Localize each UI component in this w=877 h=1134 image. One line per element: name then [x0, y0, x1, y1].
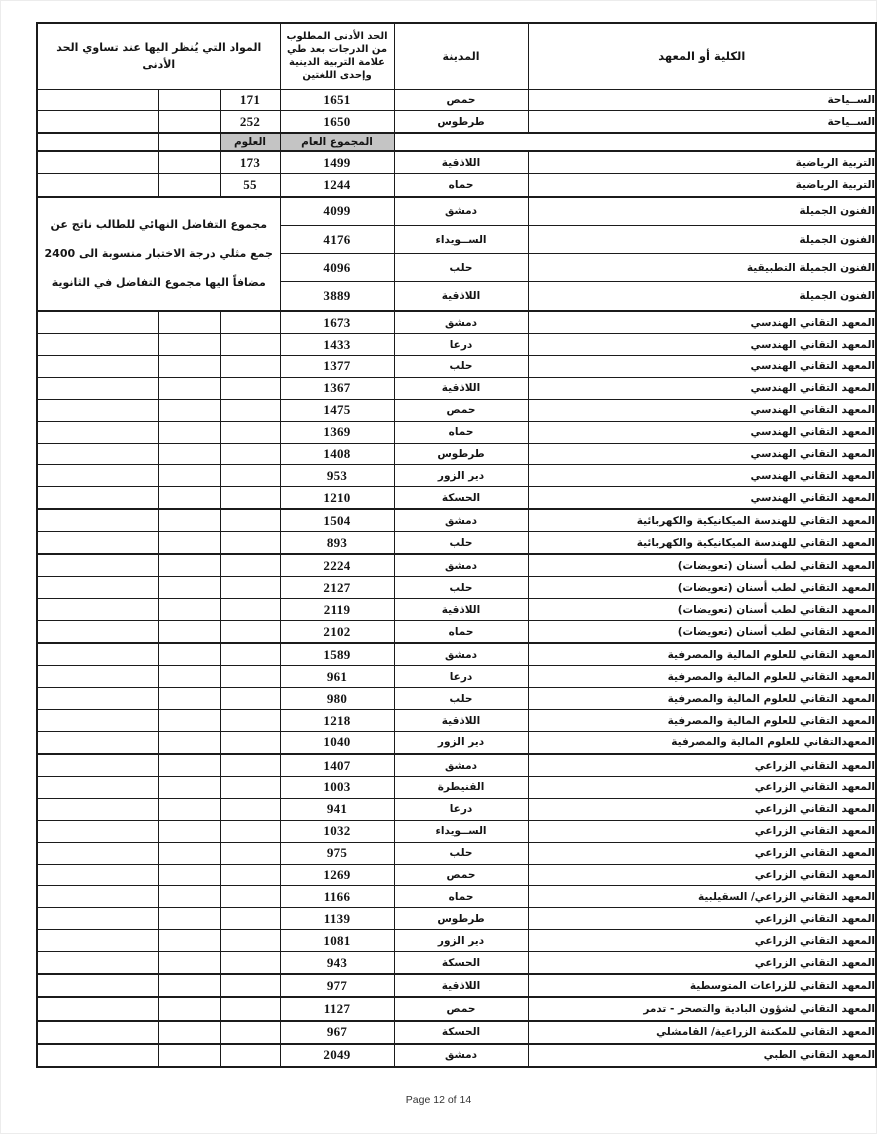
min-score-cell: 4099 [280, 197, 394, 226]
college-cell: المعهد التقاني الهندسي [528, 399, 876, 421]
tie-score-cell [220, 842, 280, 864]
min-score-cell: 4096 [280, 254, 394, 282]
tie-empty-cell-a [37, 509, 158, 532]
city-cell: حلب [394, 577, 528, 599]
city-cell: حلب [394, 842, 528, 864]
min-score-cell: 1166 [280, 886, 394, 908]
summary-empty-cell [394, 133, 876, 151]
tie-score-cell [220, 599, 280, 621]
college-cell: المعهد التقاني لطب أسنان (تعويضات) [528, 599, 876, 621]
min-score-cell: 2119 [280, 599, 394, 621]
tie-empty-cell-b [158, 621, 220, 644]
table-row [37, 643, 876, 666]
tie-empty-cell-b [158, 952, 220, 975]
college-cell: المعهد التقاني لطب أسنان (تعويضات) [528, 554, 876, 577]
tie-empty-cell-a [37, 997, 158, 1020]
city-cell: حماه [394, 886, 528, 908]
summary-science-cell: العلوم [220, 133, 280, 151]
tie-empty-cell-a [37, 377, 158, 399]
min-score-cell: 980 [280, 688, 394, 710]
city-cell: دير الزور [394, 930, 528, 952]
tie-score-cell [220, 1044, 280, 1067]
tie-empty-cell-a [37, 820, 158, 842]
tie-score-cell [220, 886, 280, 908]
table-row [37, 399, 876, 421]
table-row [37, 754, 876, 777]
min-score-cell: 953 [280, 465, 394, 487]
min-score-cell: 2102 [280, 621, 394, 644]
tie-empty-cell-b [158, 974, 220, 997]
tie-score-cell [220, 997, 280, 1020]
city-cell: حمص [394, 399, 528, 421]
table-row [37, 174, 876, 197]
min-score-cell: 961 [280, 666, 394, 688]
tie-empty-cell-b [158, 1044, 220, 1067]
city-cell: اللاذقية [394, 974, 528, 997]
tie-empty-cell-a [37, 930, 158, 952]
college-cell: المعهد التقاني الهندسي [528, 355, 876, 377]
city-cell: حلب [394, 532, 528, 555]
table-row [37, 908, 876, 930]
tie-score-cell [220, 509, 280, 532]
college-cell: المعهد التقاني الهندسي [528, 443, 876, 465]
table-row [37, 599, 876, 621]
college-cell: المعهدالتقاني للعلوم المالية والمصرفية [528, 731, 876, 754]
city-cell: حماه [394, 174, 528, 197]
tie-empty-cell-b [158, 399, 220, 421]
summary-row [37, 133, 876, 151]
tie-empty-cell-a [37, 133, 158, 151]
tie-score-cell [220, 465, 280, 487]
tie-score-cell [220, 1021, 280, 1044]
tie-empty-cell-a [37, 710, 158, 732]
college-cell: المعهد التقاني الزراعي [528, 798, 876, 820]
tie-empty-cell-a [37, 89, 158, 111]
tie-empty-cell-b [158, 151, 220, 174]
city-cell: دير الزور [394, 731, 528, 754]
city-cell: دمشق [394, 643, 528, 666]
city-cell: طرطوس [394, 111, 528, 134]
table-row [37, 509, 876, 532]
tie-score-cell [220, 311, 280, 334]
tie-empty-cell-a [37, 487, 158, 510]
college-cell: المعهد التقاني للعلوم المالية والمصرفية [528, 688, 876, 710]
tie-empty-cell-a [37, 666, 158, 688]
college-cell: المعهد التقاني الطبي [528, 1044, 876, 1067]
city-cell: الحسكة [394, 487, 528, 510]
tie-empty-cell-b [158, 89, 220, 111]
city-cell: الحسكة [394, 952, 528, 975]
tie-score-cell [220, 666, 280, 688]
table-body [37, 89, 876, 1067]
table-row [37, 798, 876, 820]
tie-empty-cell-b [158, 133, 220, 151]
tie-score-cell: 252 [220, 111, 280, 134]
header-row [37, 23, 876, 89]
tie-empty-cell-b [158, 577, 220, 599]
college-cell: المعهد التقاني الزراعي [528, 820, 876, 842]
tie-empty-cell-a [37, 643, 158, 666]
city-cell: اللاذقية [394, 282, 528, 311]
min-score-cell: 3889 [280, 282, 394, 311]
min-score-cell: 943 [280, 952, 394, 975]
min-score-cell: 1650 [280, 111, 394, 134]
min-score-cell: 975 [280, 842, 394, 864]
tie-empty-cell-b [158, 1021, 220, 1044]
min-score-cell: 2049 [280, 1044, 394, 1067]
tie-empty-cell-a [37, 754, 158, 777]
table-row [37, 997, 876, 1020]
tie-empty-cell-a [37, 554, 158, 577]
tie-empty-cell-b [158, 997, 220, 1020]
min-score-cell: 1475 [280, 399, 394, 421]
tie-score-cell [220, 577, 280, 599]
city-cell: اللاذقية [394, 151, 528, 174]
city-cell: حماه [394, 621, 528, 644]
tie-score-cell [220, 798, 280, 820]
min-score-cell: 4176 [280, 226, 394, 254]
tie-empty-cell-b [158, 443, 220, 465]
college-cell: المعهد التقاني للعلوم المالية والمصرفية [528, 710, 876, 732]
table-row [37, 465, 876, 487]
tie-score-cell [220, 355, 280, 377]
tie-empty-cell-b [158, 731, 220, 754]
tie-empty-cell-a [37, 334, 158, 356]
tie-empty-cell-a [37, 577, 158, 599]
college-cell: المعهد التقاني الهندسي [528, 421, 876, 443]
min-score-cell: 1504 [280, 509, 394, 532]
college-cell: المعهد التقاني الهندسي [528, 377, 876, 399]
college-cell: المعهد التقاني الزراعي [528, 908, 876, 930]
college-cell: المعهد التقاني لشؤون البادية والتصحر - تدمر [528, 997, 876, 1020]
min-score-cell: 1408 [280, 443, 394, 465]
tie-score-cell [220, 643, 280, 666]
table-row [37, 974, 876, 997]
min-score-cell: 2224 [280, 554, 394, 577]
college-cell: الفنون الجميلة [528, 226, 876, 254]
tie-score-cell: 55 [220, 174, 280, 197]
college-cell: المعهد التقاني الزراعي [528, 952, 876, 975]
city-cell: حلب [394, 688, 528, 710]
min-score-cell: 1269 [280, 864, 394, 886]
college-cell: الفنون الجميلة [528, 197, 876, 226]
college-cell: المعهد التقاني للعلوم المالية والمصرفية [528, 666, 876, 688]
tie-empty-cell-a [37, 421, 158, 443]
city-cell: دمشق [394, 1044, 528, 1067]
tie-empty-cell-b [158, 688, 220, 710]
tie-empty-cell-a [37, 151, 158, 174]
college-cell: المعهد التقاني الزراعي/ السقيلبية [528, 886, 876, 908]
tie-score-cell [220, 710, 280, 732]
tie-empty-cell-b [158, 465, 220, 487]
college-cell: التربية الرياضية [528, 174, 876, 197]
college-column-header: الكلية أو المعهد [528, 23, 876, 89]
min-score-cell: 1433 [280, 334, 394, 356]
college-cell: المعهد التقاني الزراعي [528, 777, 876, 799]
college-cell: المعهد التقاني الهندسي [528, 311, 876, 334]
college-cell: المعهد التقاني لطب أسنان (تعويضات) [528, 577, 876, 599]
min-score-cell: 1377 [280, 355, 394, 377]
tie-score-cell: 173 [220, 151, 280, 174]
min-score-cell: 1003 [280, 777, 394, 799]
table-row [37, 952, 876, 975]
college-cell: المعهد التقاني للهندسة الميكانيكية والكهربائية [528, 532, 876, 555]
tie-empty-cell-a [37, 842, 158, 864]
table-row [37, 621, 876, 644]
table-row [37, 151, 876, 174]
table-row [37, 688, 876, 710]
tie-score-cell [220, 421, 280, 443]
tie-empty-cell-b [158, 777, 220, 799]
tie-score-cell [220, 974, 280, 997]
tie-empty-cell-b [158, 599, 220, 621]
table-row [37, 820, 876, 842]
tie-score-cell [220, 908, 280, 930]
table-row [37, 1044, 876, 1067]
city-cell: القنيطرة [394, 777, 528, 799]
tie-empty-cell-a [37, 688, 158, 710]
tie-score-cell [220, 731, 280, 754]
tie-empty-cell-b [158, 311, 220, 334]
city-cell: طرطوس [394, 908, 528, 930]
min-score-cell: 1651 [280, 89, 394, 111]
tie-score-cell [220, 621, 280, 644]
tie-empty-cell-b [158, 666, 220, 688]
tie-score-cell [220, 754, 280, 777]
table-row [37, 334, 876, 356]
min-score-cell: 1139 [280, 908, 394, 930]
college-cell: الفنون الجميلة التطبيقية [528, 254, 876, 282]
tie-score-cell [220, 532, 280, 555]
city-cell: درعا [394, 798, 528, 820]
college-cell: المعهد التقاني للمكننة الزراعية/ القامشلي [528, 1021, 876, 1044]
table-row [37, 731, 876, 754]
city-cell: اللاذقية [394, 599, 528, 621]
tie-empty-cell-b [158, 509, 220, 532]
table-row [37, 89, 876, 111]
tie-empty-cell-a [37, 731, 158, 754]
table-row [37, 864, 876, 886]
min-score-cell: 1218 [280, 710, 394, 732]
tie-empty-cell-a [37, 1021, 158, 1044]
table-row [37, 311, 876, 334]
city-cell: درعا [394, 334, 528, 356]
min-score-cell: 1407 [280, 754, 394, 777]
city-cell: حلب [394, 355, 528, 377]
city-cell: اللاذقية [394, 377, 528, 399]
city-cell: الســويداء [394, 820, 528, 842]
college-cell: المعهد التقاني الهندسي [528, 487, 876, 510]
table-row [37, 111, 876, 134]
table-row [37, 377, 876, 399]
city-cell: طرطوس [394, 443, 528, 465]
table-row [37, 487, 876, 510]
table-row [37, 842, 876, 864]
city-column-header: المدينة [394, 23, 528, 89]
min-score-cell: 1244 [280, 174, 394, 197]
tie-empty-cell-b [158, 377, 220, 399]
tie-score-cell [220, 487, 280, 510]
min-score-cell: 1210 [280, 487, 394, 510]
table-row [37, 777, 876, 799]
min-score-cell: 1369 [280, 421, 394, 443]
college-cell: التربية الرياضية [528, 151, 876, 174]
tie-empty-cell-a [37, 798, 158, 820]
table-row [37, 197, 876, 226]
tie-empty-cell-a [37, 777, 158, 799]
tie-score-cell [220, 334, 280, 356]
tie-score-cell: 171 [220, 89, 280, 111]
tie-empty-cell-a [37, 465, 158, 487]
table-row [37, 532, 876, 555]
college-cell: الســياحة [528, 111, 876, 134]
table-row [37, 421, 876, 443]
city-cell: اللاذقية [394, 710, 528, 732]
city-cell: حمص [394, 997, 528, 1020]
city-cell: حماه [394, 421, 528, 443]
min-score-cell: 1040 [280, 731, 394, 754]
tie-empty-cell-a [37, 1044, 158, 1067]
college-cell: الســياحة [528, 89, 876, 111]
min-score-cell: 1081 [280, 930, 394, 952]
table-row [37, 355, 876, 377]
tie-empty-cell-a [37, 952, 158, 975]
city-cell: حمص [394, 864, 528, 886]
tie-empty-cell-b [158, 421, 220, 443]
tie-empty-cell-a [37, 599, 158, 621]
min-score-cell: 893 [280, 532, 394, 555]
tie-empty-cell-b [158, 820, 220, 842]
tie-score-cell [220, 399, 280, 421]
tie-score-cell [220, 952, 280, 975]
tie-subjects-column-header: المواد التي يُنظر اليها عند تساوي الحد الأدنى [37, 23, 280, 89]
city-cell: الحسكة [394, 1021, 528, 1044]
tie-empty-cell-b [158, 643, 220, 666]
tie-score-cell [220, 377, 280, 399]
tie-empty-cell-b [158, 930, 220, 952]
tie-score-cell [220, 688, 280, 710]
tie-score-cell [220, 443, 280, 465]
tie-score-cell [220, 777, 280, 799]
tie-empty-cell-b [158, 842, 220, 864]
tie-empty-cell-a [37, 111, 158, 134]
city-cell: دمشق [394, 554, 528, 577]
table-row [37, 577, 876, 599]
min-score-cell: 941 [280, 798, 394, 820]
college-cell: الفنون الجميلة [528, 282, 876, 311]
tie-empty-cell-a [37, 908, 158, 930]
college-cell: المعهد التقاني الزراعي [528, 864, 876, 886]
tie-empty-cell-a [37, 174, 158, 197]
college-cell: المعهد التقاني الهندسي [528, 465, 876, 487]
min-score-cell: 1673 [280, 311, 394, 334]
city-cell: دمشق [394, 509, 528, 532]
tie-empty-cell-a [37, 311, 158, 334]
city-cell: دمشق [394, 311, 528, 334]
table-row [37, 886, 876, 908]
table-row [37, 666, 876, 688]
tie-empty-cell-b [158, 908, 220, 930]
tie-empty-cell-b [158, 487, 220, 510]
city-cell: دمشق [394, 197, 528, 226]
tie-empty-cell-b [158, 554, 220, 577]
tie-empty-cell-b [158, 710, 220, 732]
tie-empty-cell-a [37, 974, 158, 997]
page-number: Page 12 of 14 [405, 1094, 472, 1106]
college-cell: المعهد التقاني الزراعي [528, 842, 876, 864]
tie-empty-cell-b [158, 174, 220, 197]
tie-empty-cell-b [158, 355, 220, 377]
tie-empty-cell-b [158, 334, 220, 356]
min-score-cell: 967 [280, 1021, 394, 1044]
college-cell: المعهد التقاني الهندسي [528, 334, 876, 356]
tie-empty-cell-b [158, 798, 220, 820]
tie-empty-cell-a [37, 621, 158, 644]
tie-empty-cell-b [158, 111, 220, 134]
tie-empty-cell-b [158, 886, 220, 908]
college-cell: المعهد التقاني الزراعي [528, 930, 876, 952]
city-cell: درعا [394, 666, 528, 688]
college-cell: المعهد التقاني للعلوم المالية والمصرفية [528, 643, 876, 666]
min-score-cell: 1032 [280, 820, 394, 842]
table-row [37, 1021, 876, 1044]
tie-empty-cell-b [158, 532, 220, 555]
tie-score-cell [220, 820, 280, 842]
tie-empty-cell-a [37, 886, 158, 908]
min-score-cell: 1499 [280, 151, 394, 174]
college-cell: المعهد التقاني للهندسة الميكانيكية والكهربائية [528, 509, 876, 532]
min-score-cell: 2127 [280, 577, 394, 599]
city-cell: دمشق [394, 754, 528, 777]
tie-empty-cell-b [158, 864, 220, 886]
tie-empty-cell-b [158, 754, 220, 777]
table-row [37, 930, 876, 952]
table-row [37, 710, 876, 732]
tie-empty-cell-a [37, 864, 158, 886]
admission-minimums-table [36, 22, 877, 1068]
tie-empty-cell-a [37, 532, 158, 555]
tie-note-cell: مجموع التفاضل النهائي للطالب ناتج عن جمع مثلي درجة الاختبار منسوبة الى 2400 مضافاً اليها مجموع التفاضل في الثانوية [37, 197, 280, 312]
table-row [37, 554, 876, 577]
min-score-cell: 977 [280, 974, 394, 997]
tie-empty-cell-a [37, 443, 158, 465]
min-score-column-header: الحد الأدنى المطلوب من الدرجات بعد طي علامة التربية الدينية وإحدى اللغتين [280, 23, 394, 89]
city-cell: حلب [394, 254, 528, 282]
tie-score-cell [220, 930, 280, 952]
min-score-cell: 1367 [280, 377, 394, 399]
city-cell: الســويداء [394, 226, 528, 254]
college-cell: المعهد التقاني للزراعات المتوسطية [528, 974, 876, 997]
table-row [37, 443, 876, 465]
college-cell: المعهد التقاني الزراعي [528, 754, 876, 777]
min-score-cell: 1589 [280, 643, 394, 666]
tie-empty-cell-a [37, 399, 158, 421]
tie-score-cell [220, 864, 280, 886]
min-score-cell: 1127 [280, 997, 394, 1020]
tie-empty-cell-a [37, 355, 158, 377]
city-cell: دير الزور [394, 465, 528, 487]
college-cell: المعهد التقاني لطب أسنان (تعويضات) [528, 621, 876, 644]
summary-total-cell: المجموع العام [280, 133, 394, 151]
tie-score-cell [220, 554, 280, 577]
city-cell: حمص [394, 89, 528, 111]
